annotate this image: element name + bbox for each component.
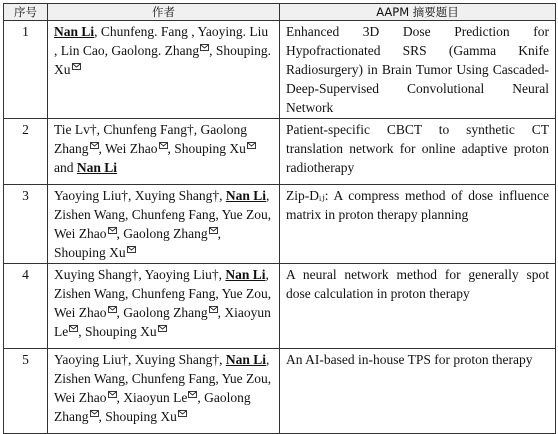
row-number: 3: [4, 185, 48, 264]
author-text: , Gaolong Zhang: [54, 390, 251, 424]
abstract-title: Zip-Dᵢⱼ: A compress method of dose influence matrix in proton therapy planning: [280, 185, 556, 264]
envelope-icon: [159, 142, 168, 149]
author-text: , Shouping. Xu: [54, 43, 271, 77]
author-list: [48, 119, 280, 185]
author-text: Xuying Shang†, Yaoying Liu†,: [54, 267, 226, 282]
row-number: 5: [4, 349, 48, 434]
row-number: 4: [4, 264, 48, 349]
author-text: , Zishen Wang, Chunfeng Fang, Yue Zou, Wei Zhao: [54, 267, 272, 320]
author-text: , Wei Zhao: [98, 141, 158, 156]
table-row: [4, 349, 556, 434]
envelope-icon: [209, 227, 218, 234]
table-row: [4, 119, 556, 185]
table-row: [4, 21, 556, 119]
abstract-title: A neural network method for generally spot dose calculation in proton therapy: [280, 264, 556, 349]
highlighted-author-name: Nan Li: [225, 188, 267, 203]
highlighted-author-name: Nan Li: [225, 267, 266, 282]
envelope-icon: [72, 63, 81, 70]
envelope-icon: [158, 325, 167, 332]
highlighted-author-name: Nan Li: [76, 160, 118, 175]
envelope-icon: [247, 142, 256, 149]
author-text: , Xiaoyun Le: [54, 305, 271, 339]
author-text: , Zishen Wang, Chunfeng Fang, Yue Zou, Wei Zhao: [54, 188, 272, 241]
author-list: [48, 185, 280, 264]
envelope-icon: [108, 227, 117, 234]
author-text: Yaoying Liu†, Xuying Shang†,: [54, 188, 226, 203]
author-text: Yaoying Liu†, Xuying Shang†,: [54, 352, 226, 367]
abstract-title: Enhanced 3D Dose Prediction for Hypofractionated SRS (Gamma Knife Radiosurgery) in Brain Tumor Using Cascaded-Deep-Supervised Convolutional Neural Network: [280, 21, 556, 119]
envelope-icon: [90, 410, 99, 417]
author-text: , Shouping Xu: [167, 141, 246, 156]
table-row: [4, 264, 556, 349]
author-text: , Shouping Xu: [54, 226, 222, 260]
author-text: , Shouping Xu: [98, 409, 177, 424]
envelope-icon: [200, 44, 209, 51]
author-text: , Xiaoyun Le: [116, 390, 188, 405]
highlighted-author-name: Nan Li: [225, 352, 267, 367]
abstract-title: An AI-based in-house TPS for proton therapy: [280, 349, 556, 434]
author-list: [48, 21, 280, 119]
envelope-icon: [69, 325, 78, 332]
author-text: and: [54, 160, 77, 175]
author-list: [48, 349, 280, 434]
header-title: AAPM 摘要题目: [280, 4, 556, 21]
author-text: , Shouping Xu: [78, 324, 157, 339]
envelope-icon: [108, 391, 117, 398]
publications-table: [3, 3, 556, 434]
table-row: [4, 185, 556, 264]
envelope-icon: [127, 246, 136, 253]
header-number: 序号: [4, 4, 48, 21]
author-text: , Gaolong Zhang: [116, 226, 208, 241]
author-text: , Zishen Wang, Chunfeng Fang, Yue Zou, Wei Zhao: [54, 352, 272, 405]
envelope-icon: [108, 306, 117, 313]
author-text: , Chunfeng. Fang , Yaoying. Liu , Lin Cao, Gaolong. Zhang: [54, 24, 269, 58]
author-list: [48, 264, 280, 349]
envelope-icon: [178, 410, 187, 417]
author-text: Tie Lv†, Chunfeng Fang†, Gaolong Zhang: [54, 122, 247, 156]
header-authors: 作者: [48, 4, 280, 21]
abstract-title: Patient-specific CBCT to synthetic CT translation network for online adaptive proton radiotherapy: [280, 119, 556, 185]
table-header-row: [4, 4, 556, 21]
envelope-icon: [209, 306, 218, 313]
row-number: 2: [4, 119, 48, 185]
author-text: , Gaolong Zhang: [116, 305, 208, 320]
envelope-icon: [90, 142, 99, 149]
highlighted-author-name: Nan Li: [54, 24, 95, 39]
row-number: 1: [4, 21, 48, 119]
